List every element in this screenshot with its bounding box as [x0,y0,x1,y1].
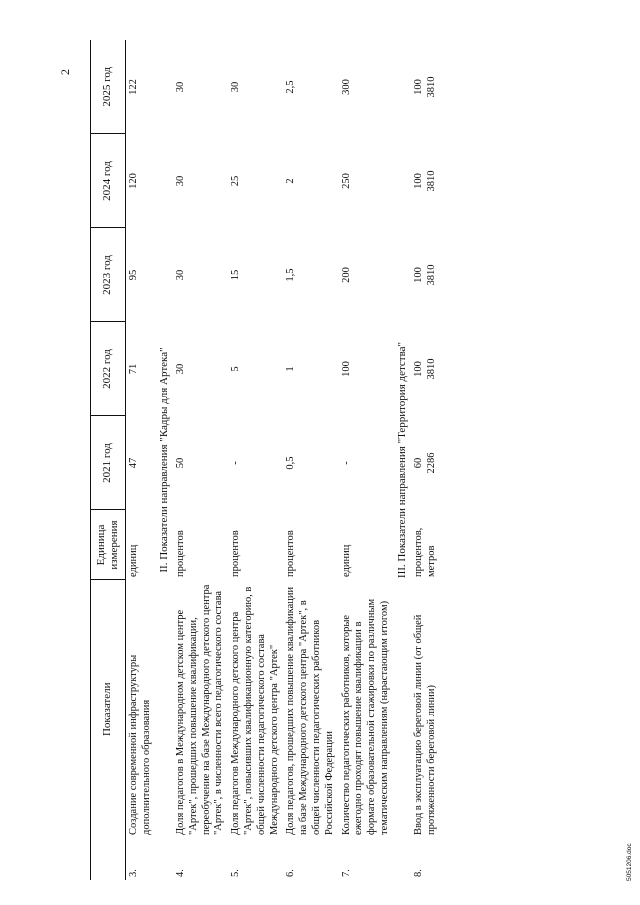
year-value-cell [173,40,228,134]
year-value-cell [173,134,228,228]
year-value-cell [411,40,441,134]
year-value-cell [283,40,338,134]
page-number: 2 [58,69,72,75]
year-value: 3810 [425,264,437,286]
year-value-cell [283,228,338,322]
header-year: 2022 год [91,322,126,416]
indicator-cell: Количество педагогических работников, которые ежегодно проходят повышение квалификации в формате образовательной стажировки по различным тематическим направлениям (нарастающим итогом) [340,598,390,835]
year-value: 0,5 [285,456,297,470]
year-value-cell [411,322,441,416]
unit-line: процентов [285,530,297,577]
table-header-row [91,40,126,880]
year-value: 30 [175,363,186,375]
unit-cell [173,510,228,580]
row-number: 4. [175,869,186,877]
year-value: 25 [230,175,242,187]
year-value: 100 [413,173,425,189]
year-value-cell [411,416,441,510]
year-value: 300 [340,79,352,95]
indicators-table [90,40,441,880]
year-value: 1,5 [285,268,297,282]
year-value: 100 [413,79,425,95]
header-year: 2021 год [91,416,126,510]
year-value: 30 [175,175,186,187]
row-number: 6. [285,869,297,877]
indicator-cell: Доля педагогов в Международном детском центре "Артек", прошедших повышение квалификации, переобучение на базе Международного детского центра "Артек", в численности всего педагогического состава [175,584,225,835]
unit-line: процентов, [413,527,425,577]
year-value-cell [283,322,338,416]
header-unit: Единица измерения [91,510,126,580]
year-value: 2 [285,178,297,184]
section-heading-row [394,40,411,880]
year-value-cell [228,40,283,134]
year-value-cell [339,134,394,228]
row-number: 5. [230,869,242,877]
year-value-cell [126,134,156,228]
footer-file-code: 5051206.doc [626,843,633,881]
year-value: 30 [175,81,186,93]
header-indicator: Показатели [91,580,126,838]
year-value-cell [173,228,228,322]
year-value: 250 [340,173,352,189]
year-value-cell [228,228,283,322]
unit-line: единиц [128,544,139,577]
row-number: 8. [413,869,425,877]
year-value-cell [411,228,441,322]
table-body [126,40,441,880]
year-value: 2286 [425,452,437,474]
year-value: 122 [128,79,139,95]
year-value: 50 [175,457,186,469]
unit-line: единиц [340,544,352,577]
table-row [173,40,228,880]
year-value: 120 [128,173,139,189]
year-value-cell [339,322,394,416]
row-number: 3. [128,869,139,877]
year-value: - [340,461,352,465]
year-value-cell [283,134,338,228]
year-value-cell [339,228,394,322]
row-number: 7. [340,869,352,877]
unit-cell [411,510,441,580]
year-value: 95 [128,269,139,281]
year-value: 3810 [425,76,437,98]
indicator-cell: Доля педагогов, прошедших повышение квалификации на базе Международного детского центра "Артек", в общей численности педагогических работников Российской Федерации [285,586,335,835]
indicator-cell: Доля педагогов Международного детского центра "Артек", повысивших квалификационную категорию, в общей численности педагогического состава Международного детского центра "Артек" [230,586,280,835]
indicator-cell: Создание современной инфраструктуры дополнительного образования [128,654,152,835]
year-value: 2,5 [285,80,297,94]
section-heading-row [156,40,173,880]
year-value: 3810 [425,170,437,192]
year-value: 30 [230,81,242,93]
year-value: 100 [340,361,352,377]
table-row [339,40,394,880]
year-value: 100 [413,361,425,377]
year-value-cell [283,416,338,510]
year-value: 1 [285,366,297,372]
year-value: 200 [340,267,352,283]
year-value-cell [228,416,283,510]
table-row [228,40,283,880]
year-value-cell [411,134,441,228]
unit-cell [126,510,156,580]
year-value: 5 [230,366,242,372]
unit-line: метров [425,545,437,577]
year-value-cell [339,40,394,134]
year-value-cell [126,40,156,134]
indicator-cell: Ввод в эксплуатацию береговой линии (от общей протяженности береговой линии) [413,614,437,835]
year-value: 100 [413,267,425,283]
unit-cell [283,510,338,580]
year-value: 47 [128,457,139,469]
unit-line: процентов [230,530,242,577]
year-value-cell [173,322,228,416]
section-heading: II. Показатели направления "Кадры для Артека" [157,347,170,573]
year-value-cell [173,416,228,510]
header-year: 2024 год [91,134,126,228]
year-value-cell [126,416,156,510]
unit-line: процентов [175,530,186,577]
header-number [91,838,126,880]
year-value: 15 [230,269,242,281]
header-year: 2023 год [91,228,126,322]
header-year: 2025 год [91,40,126,134]
year-value-cell [339,416,394,510]
table-row [126,40,156,880]
year-value-cell [228,322,283,416]
year-value: - [230,461,242,465]
year-value: 60 [413,457,425,469]
year-value-cell [228,134,283,228]
table-row [283,40,338,880]
year-value-cell [126,228,156,322]
year-value-cell [126,322,156,416]
year-value: 3810 [425,358,437,380]
table-row [411,40,441,880]
unit-cell [228,510,283,580]
section-heading: III. Показатели направления "Территория детства" [395,341,408,579]
year-value: 30 [175,269,186,281]
year-value: 71 [128,363,139,375]
unit-cell [339,510,394,580]
